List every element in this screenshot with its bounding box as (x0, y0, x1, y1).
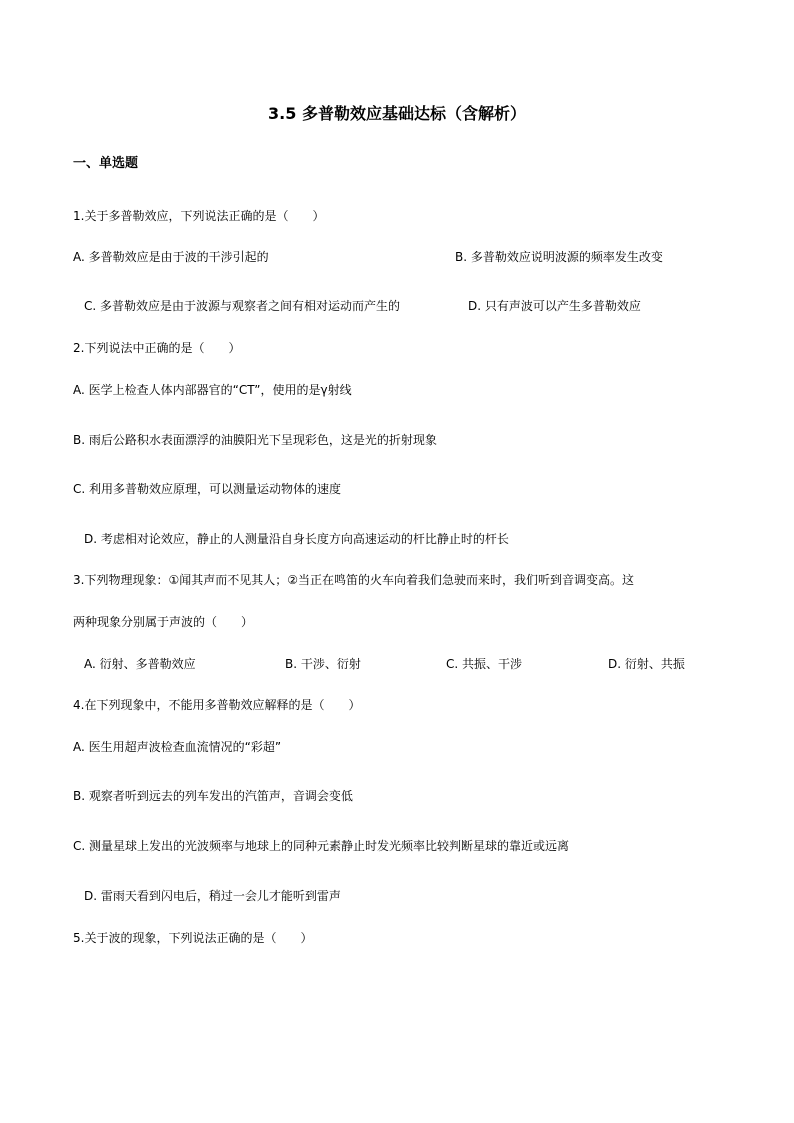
question-1-option-d: D. 只有声波可以产生多普勒效应 (468, 299, 641, 313)
question-4-option-c: C. 测量星球上发出的光波频率与地球上的同种元素静止时发光频率比较判断星球的靠近或远离 (73, 839, 570, 853)
section-heading: 一、单选题 (73, 156, 139, 171)
question-3-stem-line-2: 两种现象分别属于声波的（ ） (73, 615, 254, 629)
document-title: 3.5 多普勒效应基础达标（含解析） (268, 104, 526, 123)
question-1-option-c: C. 多普勒效应是由于波源与观察者之间有相对运动而产生的 (84, 299, 401, 313)
question-3-option-a: A. 衍射、多普勒效应 (84, 657, 196, 671)
question-4-option-b: B. 观察者听到远去的列车发出的汽笛声，音调会变低 (73, 789, 353, 803)
question-2-stem: 2.下列说法中正确的是（ ） (73, 341, 241, 355)
question-1-option-b: B. 多普勒效应说明波源的频率发生改变 (455, 250, 663, 264)
question-2-option-b: B. 雨后公路积水表面漂浮的油膜阳光下呈现彩色，这是光的折射现象 (73, 433, 437, 447)
question-1-option-a: A. 多普勒效应是由于波的干涉引起的 (73, 250, 269, 264)
question-1-stem: 1.关于多普勒效应，下列说法正确的是（ ） (73, 209, 325, 223)
question-3-option-d: D. 衍射、共振 (608, 657, 685, 671)
question-2-option-c: C. 利用多普勒效应原理，可以测量运动物体的速度 (73, 482, 342, 496)
question-3-option-c: C. 共振、干涉 (446, 657, 523, 671)
question-3-stem-line-1: 3.下列物理现象：①闻其声而不见其人；②当正在鸣笛的火车向着我们急驶而来时，我们听到音调变高。这 (73, 573, 634, 587)
question-4-option-d: D. 雷雨天看到闪电后，稍过一会儿才能听到雷声 (84, 889, 341, 903)
question-2-option-a: A. 医学上检查人体内部器官的“CT”，使用的是γ射线 (73, 383, 352, 397)
question-4-stem: 4.在下列现象中，不能用多普勒效应解释的是（ ） (73, 698, 361, 712)
question-2-option-d: D. 考虑相对论效应，静止的人测量沿自身长度方向高速运动的杆比静止时的杆长 (84, 532, 509, 546)
question-4-option-a: A. 医生用超声波检查血流情况的“彩超” (73, 740, 282, 754)
question-3-option-b: B. 干涉、衍射 (285, 657, 361, 671)
question-5-stem: 5.关于波的现象，下列说法正确的是（ ） (73, 931, 313, 945)
